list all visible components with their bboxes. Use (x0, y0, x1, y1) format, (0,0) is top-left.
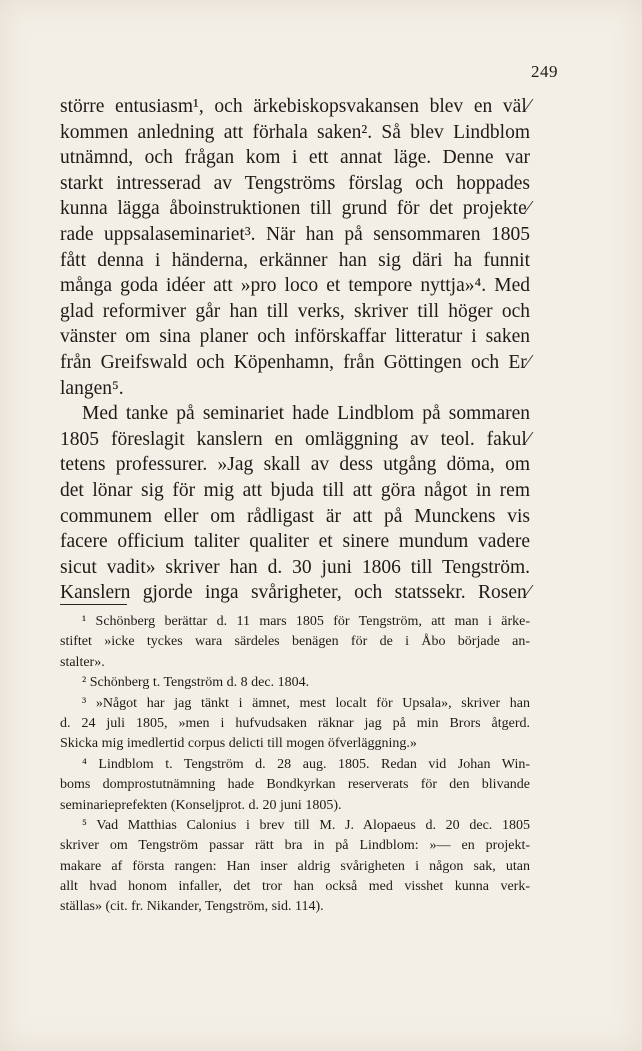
footnote-line: ⁵ Vad Matthias Calonius i brev till M. J. Alopaeus d. 20 dec. 1805 (82, 817, 530, 833)
body-text-line: rade uppsalaseminariet³. När han på sensommaren 1805 (60, 223, 530, 245)
body-text-line: vänster om sina planer och införskaffar litteratur i saken (60, 326, 530, 348)
footnote-line: stiftet »icke tyckes wara särdeles benägen för de i Åbo började an- (60, 634, 530, 650)
body-text-line: tetens professurer. »Jag skall av dess utgång döma, om (60, 454, 530, 476)
body-text-line: 1805 föreslagit kanslern en omläggning av teol. fakul⁄ (60, 428, 530, 450)
body-text-line: langen⁵. (60, 377, 124, 399)
body-text-line: utnämnd, och frågan kom i ett annat läge. Denne var (60, 147, 530, 169)
body-text-line: större entusiasm¹, och ärkebiskopsvakansen blev en väl⁄ (60, 96, 530, 117)
body-text-line: Med tanke på seminariet hade Lindblom på sommaren (82, 403, 530, 425)
footnote-line: ¹ Schönberg berättar d. 11 mars 1805 för Tengström, att man i ärke- (82, 614, 530, 629)
body-text-line: Kanslern gjorde inga svårigheter, och statssekr. Rosen⁄ (60, 582, 530, 604)
body-text-line: glad reformiver går han till verks, skriver till höger och (60, 300, 530, 322)
body-text-line: många goda idéer att »pro loco et tempore nyttja»⁴. Med (60, 275, 530, 297)
body-text-line: fått denna i händerna, erkänner han sig däri ha funnit (60, 249, 530, 271)
body-text-line: kommen anledning att förhala saken². Så blev Lindblom (60, 121, 530, 143)
body-text-line: communem eller om rådligast är att på Munckens vis (60, 505, 530, 527)
body-text-line: det lönar sig för mig att bjuda till att göra något in rem (60, 479, 530, 501)
footnote-line: seminarieprefekten (Konseljprot. d. 20 juni 1805). (60, 797, 342, 813)
footnotes (60, 612, 530, 918)
footnote-separator-rule (60, 604, 127, 605)
footnote-line: Skicka mig imedlertid corpus delicti till mogen öfverläggning.» (60, 736, 417, 752)
body-text (60, 94, 530, 606)
body-text-line: kunna lägga åboinstruktionen till grund för det projekte⁄ (60, 198, 530, 220)
body-text-line: starkt intresserad av Tengströms förslag och hoppades (60, 172, 530, 194)
footnote-line: ⁴ Lindblom t. Tengström d. 28 aug. 1805. Redan vid Johan Win- (82, 756, 530, 772)
footnote-line: stalter». (60, 654, 105, 670)
footnote-line: boms domprostutnämning hade Bondkyrkan reserverats för den blivande (60, 777, 530, 793)
body-text-line: facere officium taliter qualiter et sinere mundum vadere (60, 531, 530, 553)
page-number: 249 (531, 62, 558, 81)
footnote-line: ställas» (cit. fr. Nikander, Tengström, sid. 114). (60, 899, 324, 915)
footnote-line: ³ »Något har jag tänkt i ämnet, mest localt för Upsala», skriver han (82, 695, 530, 711)
footnote-line: skriver om Tengström passar rätt bra in på Lindblom: »— en projekt- (60, 838, 530, 854)
body-text-line: sicut vadit» skriver han d. 30 juni 1806 till Tengström. (60, 556, 530, 578)
body-text-line: från Greifswald och Köpenhamn, från Göttingen och Er⁄ (60, 351, 530, 373)
footnote-line: allt hvad honom infaller, det tror han också med visshet kunna verk- (60, 879, 530, 895)
footnote-line: d. 24 juli 1805, »men i hufvudsaken räknar jag på min Brors åtgerd. (60, 715, 530, 731)
footnote-line: makare af första rangen: Han inser aldrig svårigheten i någon sak, utan (60, 858, 530, 874)
footnote-line: ² Schönberg t. Tengström d. 8 dec. 1804. (82, 675, 310, 691)
